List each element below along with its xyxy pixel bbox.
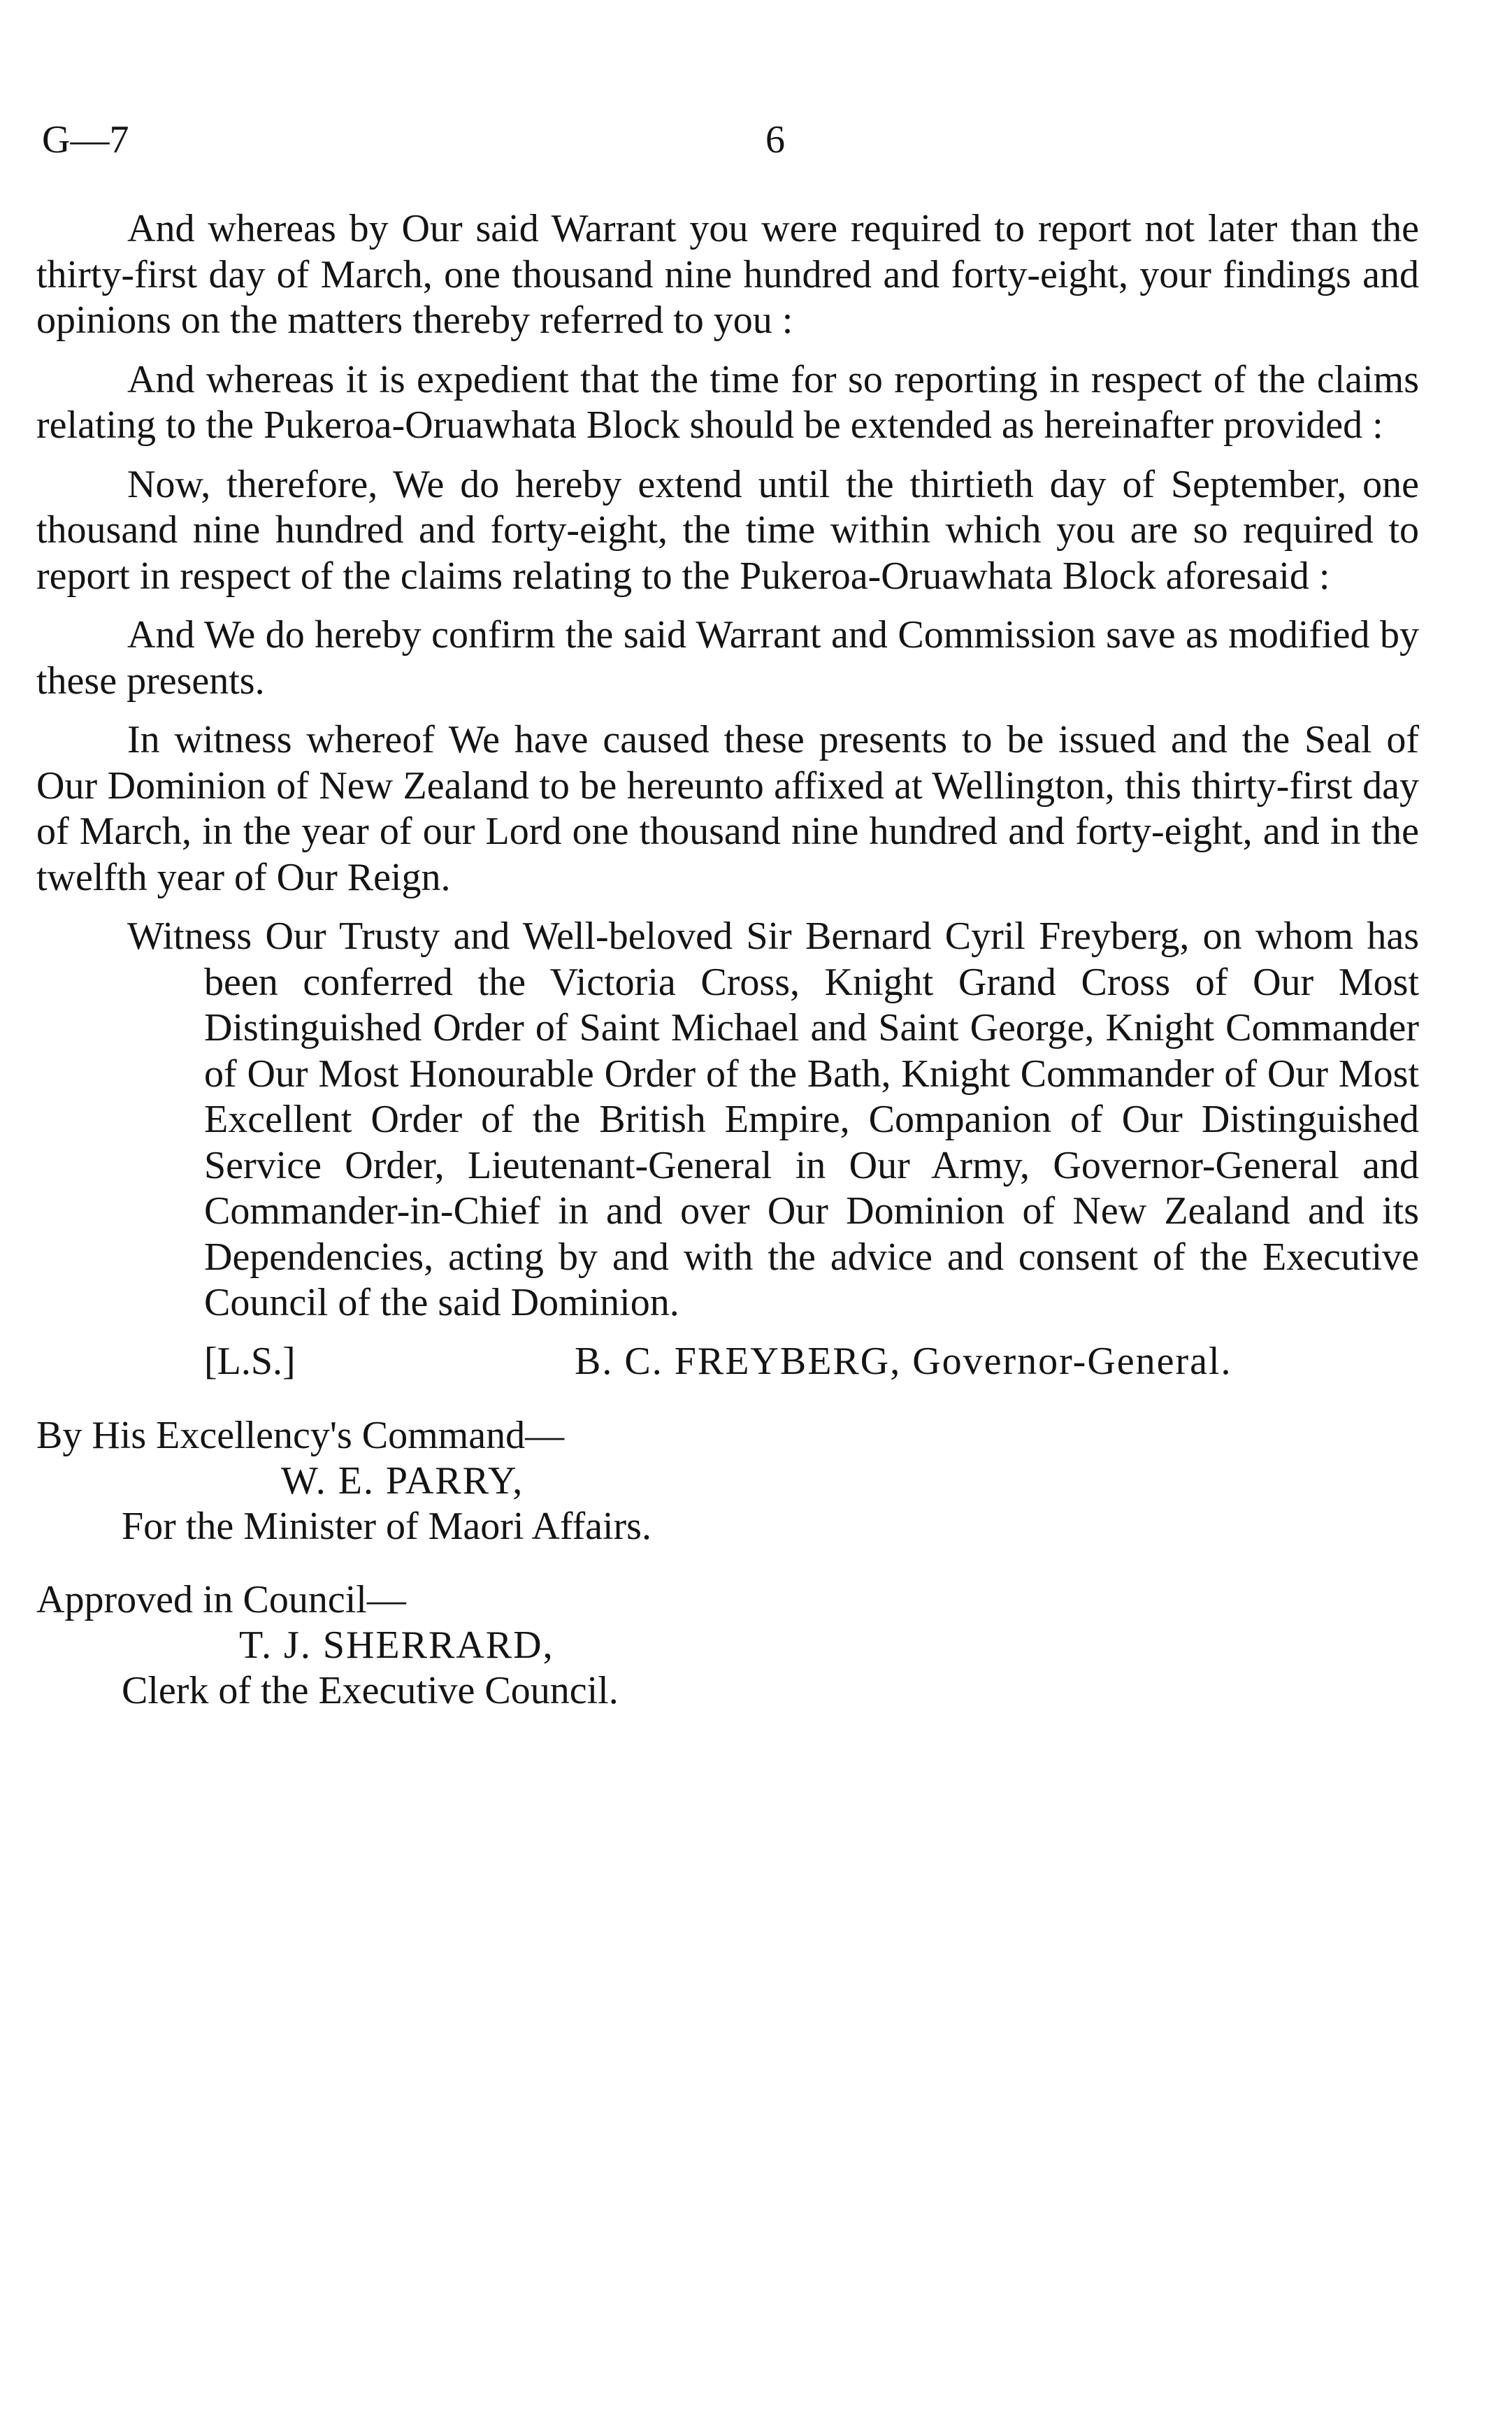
council-intro: Approved in Council— [36, 1577, 406, 1621]
governor-general-signature: B. C. FREYBERG, Governor-General. [575, 1339, 1232, 1383]
council-signatory-title: Clerk of the Executive Council. [122, 1668, 619, 1712]
witness-clause: Witness Our Trusty and Well-beloved Sir Bernard Cyril Freyberg, on whom has been conferred the Victoria Cross, Knight Grand Cross of Our Most Distinguished Order of Saint Michael and Saint George, Knight Commander of Our Most Honourable Order of the Bath, Knight Commander of Our Most Excellent Order of the British Empire, Companion of Our Distinguished Service Order, Lieutenant-General in Our Army, Governor-General and Commander-in-Chief in and over Our Dominion of New Zealand and its Dependencies, acting by and with the advice and consent of the Executive Council of the said Dominion. [127, 915, 1419, 1324]
command-block [36, 1413, 1419, 1549]
seal-signature-line [36, 1339, 1419, 1388]
council-signatory-name: T. J. SHERRARD, [239, 1623, 554, 1667]
paragraph-confirmation: And We do hereby confirm the said Warrant and Commission save as modified by these presents. [36, 613, 1419, 703]
command-intro: By His Excellency's Command— [36, 1413, 565, 1457]
council-block [36, 1577, 1419, 1714]
paragraph-warrant-requirement: And whereas by Our said Warrant you were required to report not later than the thirty-first day of March, one thousand nine hundred and forty-eight, your findings and opinions on the matters thereby referred to you : [36, 207, 1419, 342]
command-signatory-title: For the Minister of Maori Affairs. [122, 1504, 651, 1548]
paragraph-expedient: And whereas it is expedient that the time for so reporting in respect of the claims relating to the Pukeroa-Oruawhata Block should be extended as hereinafter provided : [36, 357, 1419, 447]
page-number: 6 [765, 118, 785, 162]
page-header [42, 115, 1468, 164]
paragraph-in-witness: In witness whereof We have caused these presents to be issued and the Seal of Our Dominion of New Zealand to be hereunto affixed at Wellington, this thirty-first day of March, in the year of our Lord one thousand nine hundred and forty-eight, and in the twelfth year of Our Reign. [36, 718, 1419, 899]
document-body [36, 206, 1419, 1714]
command-signatory-name: W. E. PARRY, [281, 1459, 524, 1503]
paragraph-extension: Now, therefore, We do hereby extend until the thirtieth day of September, one thousand nine hundred and forty-eight, the time within which you are so required to report in respect of the claims relating to the Pukeroa-Oruawhata Block aforesaid : [36, 462, 1419, 598]
document-reference: G—7 [42, 118, 129, 162]
seal-mark: [L.S.] [204, 1339, 296, 1383]
spacer [36, 1549, 1419, 1577]
